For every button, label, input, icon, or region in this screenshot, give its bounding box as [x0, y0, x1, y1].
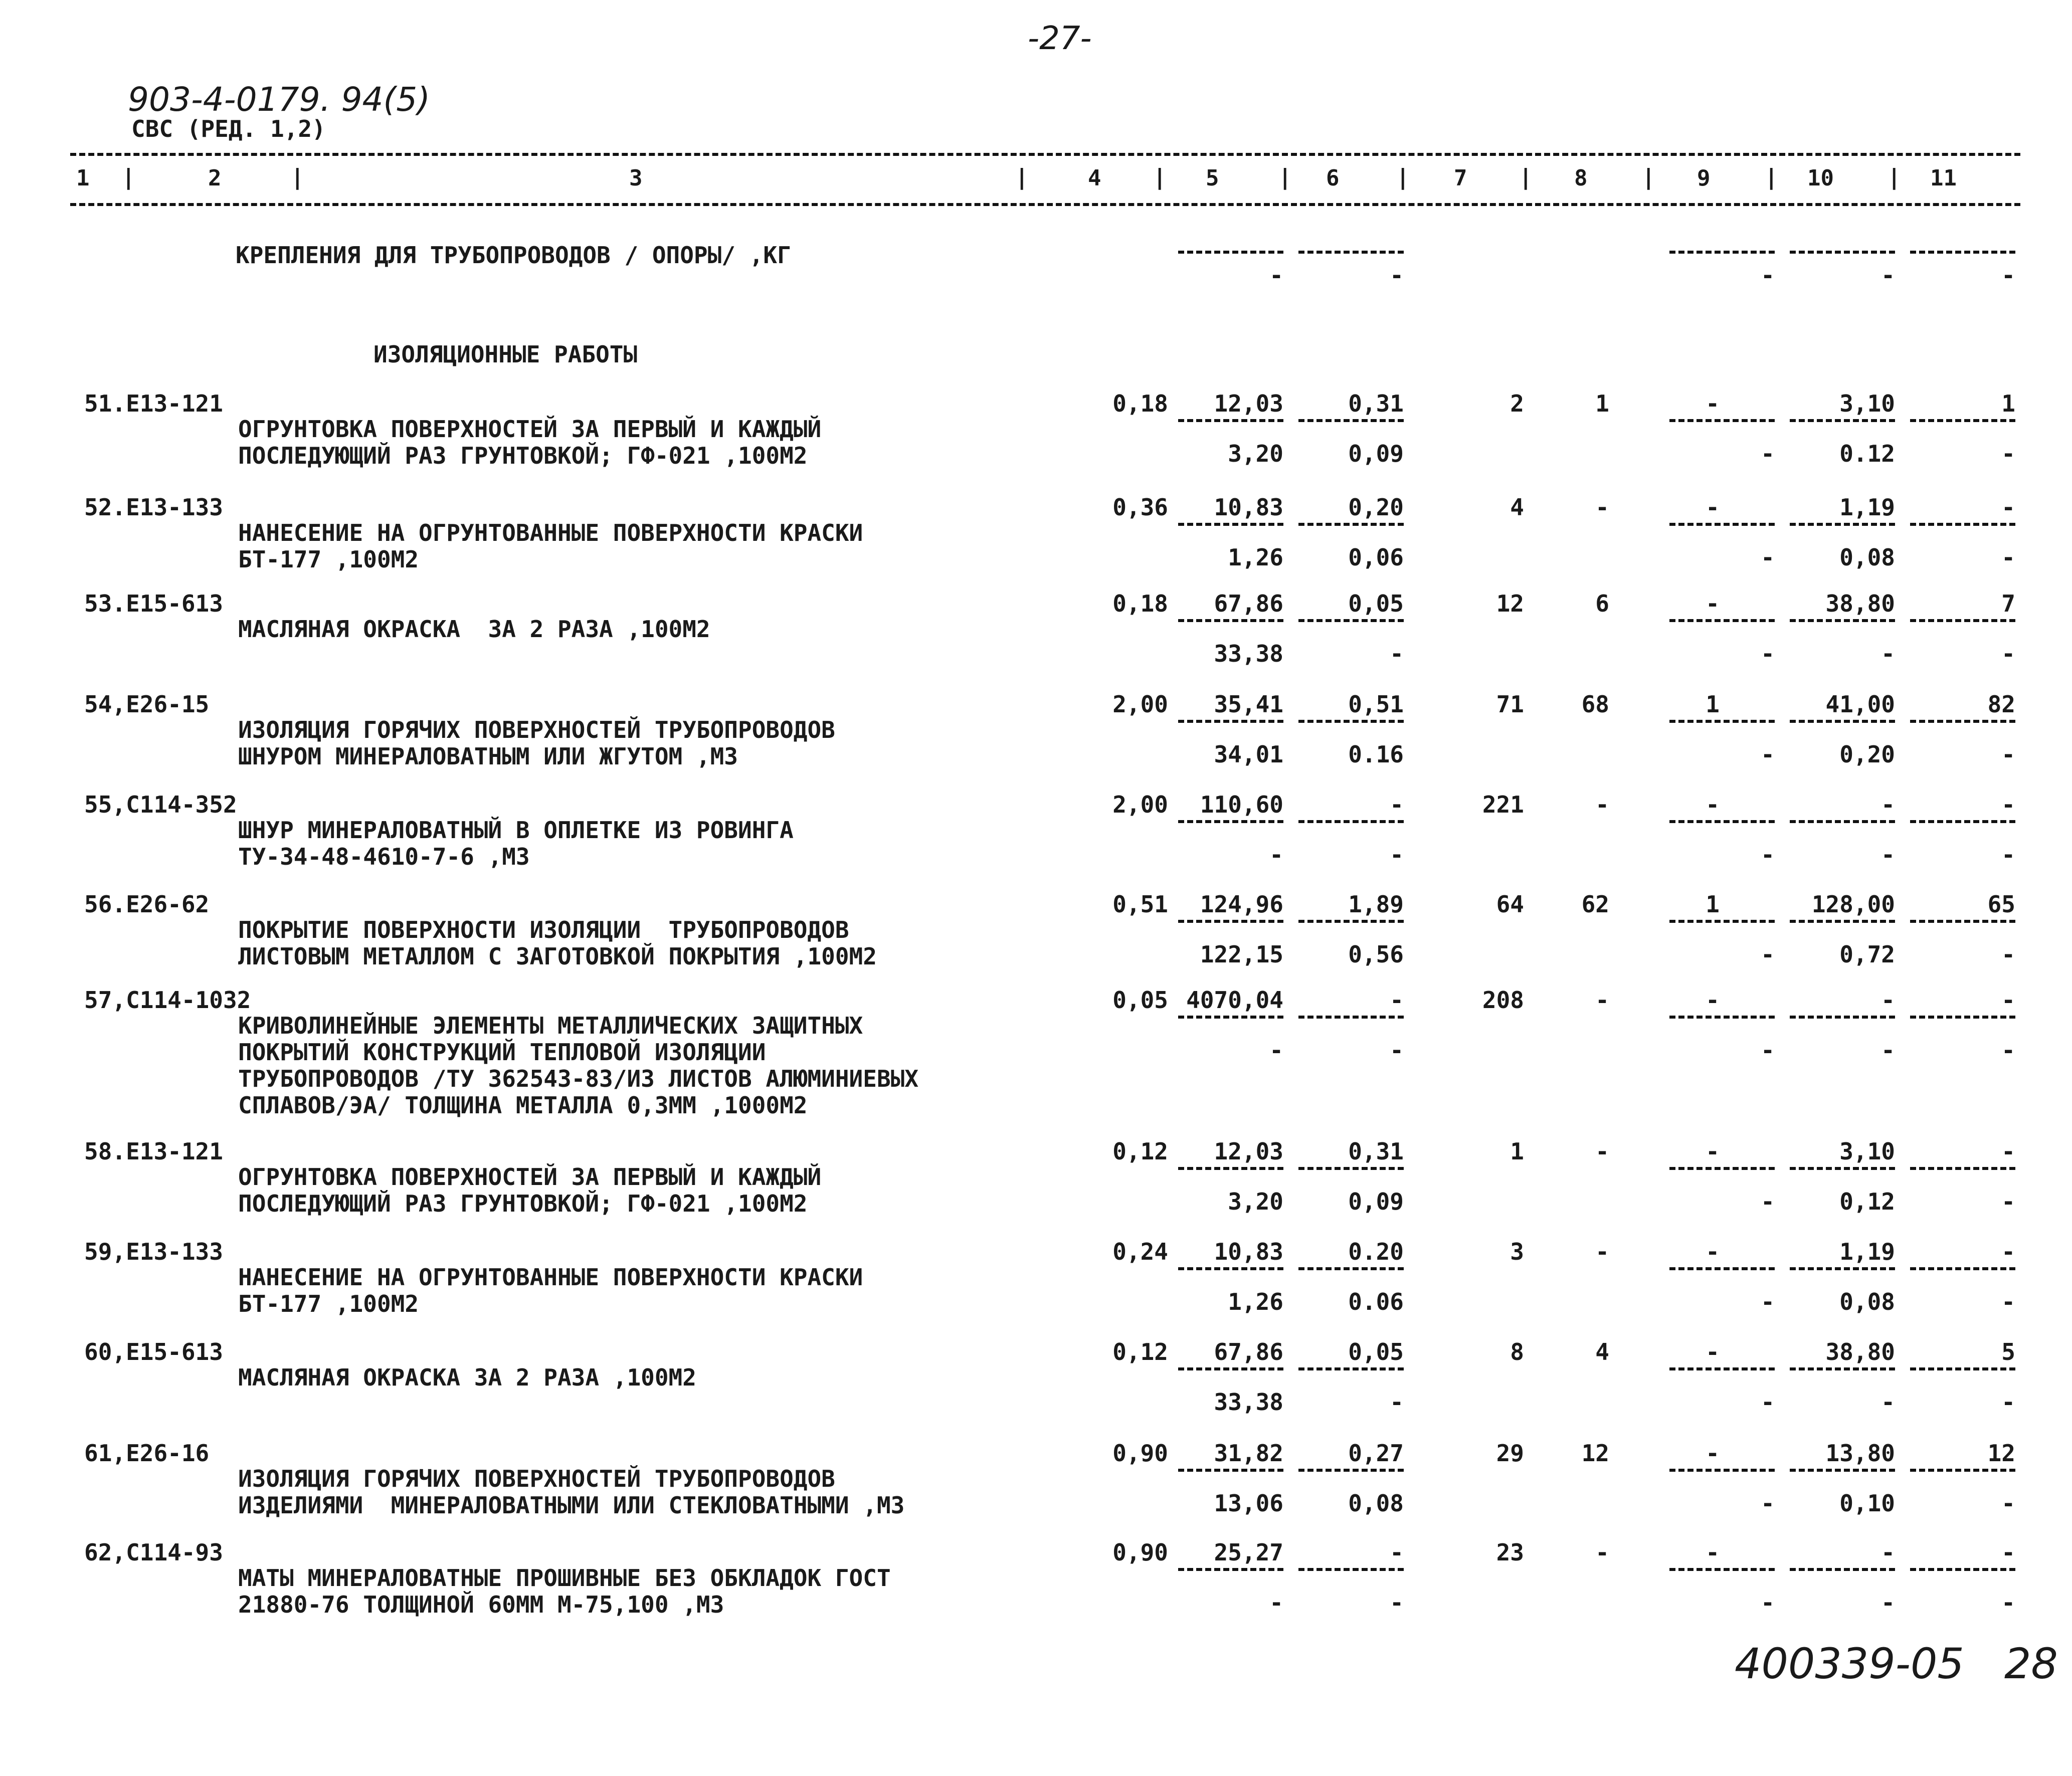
cell-col6-top: -: [1390, 791, 1404, 818]
cell-col8: 62: [1581, 891, 1609, 918]
cell-col10-top: 128,00: [1811, 891, 1895, 918]
cell-col5-bottom: 33,38: [1214, 1389, 1283, 1416]
item-description-line: КРИВОЛИНЕЙНЫЕ ЭЛЕМЕНТЫ МЕТАЛЛИЧЕСКИХ ЗАЩИТНЫХ: [238, 1012, 863, 1039]
item-description-line: НАНЕСЕНИЕ НА ОГРУНТОВАННЫЕ ПОВЕРХНОСТИ КРАСКИ: [238, 1264, 863, 1291]
item-code: 62,С114-93: [84, 1539, 223, 1566]
cell-divider-c9: [1669, 1267, 1775, 1270]
cell-col11-top: -: [2001, 986, 2015, 1014]
column-header-10: 10: [1807, 165, 1834, 191]
item-code: 53.Е15-613: [84, 590, 223, 617]
cell-col6-bottom: -: [1390, 1389, 1404, 1416]
cell-col6-top: 0,05: [1348, 1338, 1404, 1365]
column-separator: |: [1888, 164, 1901, 190]
cell-col4: 0,05: [1112, 986, 1168, 1014]
cell-divider-c9: [1669, 1016, 1775, 1019]
column-separator: |: [1278, 164, 1292, 190]
cell-divider-c6: [1298, 419, 1404, 422]
cell-col8: 4: [1595, 1338, 1609, 1365]
cell-divider-c6: [1298, 1568, 1404, 1571]
cell-divider-c10: [1790, 920, 1895, 923]
cell-col5-bottom: -: [1269, 1589, 1283, 1616]
cell-col4: 0,18: [1112, 590, 1168, 617]
cell-col10-top: 13,80: [1825, 1440, 1895, 1467]
cell-col10-bottom: 0.12: [1839, 440, 1895, 467]
cell-col5-bottom: 33,38: [1214, 640, 1283, 667]
item-description-line: ОГРУНТОВКА ПОВЕРХНОСТЕЙ ЗА ПЕРВЫЙ И КАЖДЫЙ: [238, 416, 822, 443]
cell-divider-c10: [1790, 1469, 1895, 1472]
cell-col5-top: 10,83: [1214, 494, 1283, 521]
cell-divider-c10: [1790, 720, 1895, 723]
cell-col9-bottom: -: [1761, 1037, 1775, 1064]
cell-divider-c9: [1669, 720, 1775, 723]
column-header-4: 4: [1088, 165, 1101, 191]
cell-col11-bottom: -: [2001, 1490, 2015, 1517]
cell-divider-c6: [1298, 920, 1404, 923]
cell-divider-c5: [1178, 820, 1283, 823]
cell-col11-bottom: -: [2001, 841, 2015, 868]
cell-divider-c6: [1298, 820, 1404, 823]
cell-divider-c9: [1669, 1469, 1775, 1472]
cell-divider-c11: [1910, 419, 2015, 422]
cell-col7: 71: [1496, 691, 1524, 718]
cell-divider-c9: [1669, 1167, 1775, 1170]
cell-col9-bottom: -: [1761, 1188, 1775, 1215]
cell-col7: 2: [1510, 390, 1524, 417]
item-code: 54,Е26-15: [84, 691, 210, 718]
document-id: 903-4-0179. 94(5): [128, 80, 430, 119]
cell-col4: 0,90: [1112, 1539, 1168, 1566]
cell-col5-top: 110,60: [1200, 791, 1283, 818]
cell-col11-top: 1: [2001, 390, 2015, 417]
column-separator: |: [1153, 164, 1167, 190]
cell-col9-bottom: -: [1761, 640, 1775, 667]
cell-col9-top: -: [1706, 986, 1720, 1014]
cell-col11-bottom: -: [2001, 941, 2015, 968]
cell-col11-top: 82: [1987, 691, 2015, 718]
cell-col6-bottom: -: [1390, 841, 1404, 868]
pre-section-dash-11: [1910, 251, 2015, 254]
item-code: 57,С114-1032: [84, 986, 251, 1014]
cell-col4: 0,24: [1112, 1238, 1168, 1265]
cell-divider-c9: [1669, 820, 1775, 823]
cell-col10-bottom: 0,20: [1839, 741, 1895, 768]
cell-divider-c10: [1790, 1367, 1895, 1370]
cell-col6-bottom: 0,09: [1348, 1188, 1404, 1215]
column-separator: |: [122, 164, 135, 190]
cell-col7: 8: [1510, 1338, 1524, 1365]
cell-col4: 0,36: [1112, 494, 1168, 521]
cell-col5-top: 31,82: [1214, 1440, 1283, 1467]
pre-section-val-11: -: [2001, 262, 2015, 289]
column-separator: |: [1519, 164, 1533, 190]
pre-section-dash-5: [1178, 251, 1283, 254]
item-description-line: МАСЛЯНАЯ ОКРАСКА ЗА 2 РАЗА ,100М2: [238, 616, 710, 643]
cell-col5-top: 25,27: [1214, 1539, 1283, 1566]
cell-divider-c5: [1178, 1568, 1283, 1571]
item-description-line: ИЗОЛЯЦИЯ ГОРЯЧИХ ПОВЕРХНОСТЕЙ ТРУБОПРОВОДОВ: [238, 716, 835, 743]
cell-col10-top: 1,19: [1839, 494, 1895, 521]
cell-col9-top: -: [1706, 1238, 1720, 1265]
column-header-9: 9: [1697, 165, 1711, 191]
cell-col11-bottom: -: [2001, 640, 2015, 667]
cell-col8: -: [1595, 986, 1609, 1014]
column-header-8: 8: [1574, 165, 1588, 191]
pre-section-dash-6: [1298, 251, 1404, 254]
pre-section-dash-10: [1790, 251, 1895, 254]
cell-col10-bottom: 0,08: [1839, 1288, 1895, 1315]
cell-col4: 0,90: [1112, 1440, 1168, 1467]
cell-col8: 1: [1595, 390, 1609, 417]
item-description-line: ПОСЛЕДУЮЩИЙ РАЗ ГРУНТОВКОЙ; ГФ-021 ,100М2: [238, 442, 808, 469]
cell-divider-c5: [1178, 1167, 1283, 1170]
cell-col11-bottom: -: [2001, 1389, 2015, 1416]
cell-col11-bottom: -: [2001, 1288, 2015, 1315]
cell-col10-top: 3,10: [1839, 1138, 1895, 1165]
cell-divider-c5: [1178, 619, 1283, 622]
item-code: 56.Е26-62: [84, 891, 210, 918]
column-header-7: 7: [1454, 165, 1467, 191]
cell-col8: -: [1595, 791, 1609, 818]
cell-col8: -: [1595, 494, 1609, 521]
cell-col7: 3: [1510, 1238, 1524, 1265]
column-header-2: 2: [208, 165, 222, 191]
cell-col11-top: 65: [1987, 891, 2015, 918]
cell-divider-c10: [1790, 419, 1895, 422]
cell-divider-c5: [1178, 1267, 1283, 1270]
cell-col6-bottom: 0,56: [1348, 941, 1404, 968]
cell-col10-top: 38,80: [1825, 590, 1895, 617]
item-description-line: МАСЛЯНАЯ ОКРАСКА ЗА 2 РАЗА ,100М2: [238, 1364, 696, 1391]
cell-col10-top: -: [1881, 1539, 1895, 1566]
cell-divider-c6: [1298, 1016, 1404, 1019]
cell-col9-top: -: [1706, 1138, 1720, 1165]
item-code: 55,С114-352: [84, 791, 237, 818]
cell-col5-top: 4070,04: [1186, 986, 1283, 1014]
cell-divider-c9: [1669, 920, 1775, 923]
cell-col8: 68: [1581, 691, 1609, 718]
column-header-1: 1: [76, 165, 90, 191]
cell-col5-top: 12,03: [1214, 1138, 1283, 1165]
cell-col6-bottom: -: [1390, 640, 1404, 667]
item-description-line: ИЗОЛЯЦИЯ ГОРЯЧИХ ПОВЕРХНОСТЕЙ ТРУБОПРОВОДОВ: [238, 1465, 835, 1492]
cell-col8: 12: [1581, 1440, 1609, 1467]
cell-col11-top: -: [2001, 791, 2015, 818]
column-separator: |: [1015, 164, 1029, 190]
item-code: 51.Е13-121: [84, 390, 223, 417]
cell-col7: 1: [1510, 1138, 1524, 1165]
table-header-rule: [70, 203, 2020, 206]
pre-section-text: КРЕПЛЕНИЯ ДЛЯ ТРУБОПРОВОДОВ / ОПОРЫ/ ,КГ: [236, 242, 791, 269]
cell-col6-bottom: -: [1390, 1037, 1404, 1064]
cell-col9-top: -: [1706, 791, 1720, 818]
column-header-5: 5: [1206, 165, 1219, 191]
cell-col10-top: 1,19: [1839, 1238, 1895, 1265]
cell-divider-c10: [1790, 820, 1895, 823]
cell-col10-top: 3,10: [1839, 390, 1895, 417]
cell-col5-top: 35,41: [1214, 691, 1283, 718]
cell-col11-bottom: -: [2001, 440, 2015, 467]
cell-divider-c11: [1910, 1568, 2015, 1571]
cell-col11-bottom: -: [2001, 1037, 2015, 1064]
cell-divider-c10: [1790, 1568, 1895, 1571]
cell-col11-top: -: [2001, 1238, 2015, 1265]
cell-col9-bottom: -: [1761, 544, 1775, 571]
item-description-line: БТ-177 ,100М2: [238, 546, 419, 573]
cell-col9-bottom: -: [1761, 841, 1775, 868]
item-code: 61,Е26-16: [84, 1440, 210, 1467]
cell-col7: 29: [1496, 1440, 1524, 1467]
section-title: ИЗОЛЯЦИОННЫЕ РАБОТЫ: [373, 341, 638, 368]
cell-divider-c11: [1910, 1469, 2015, 1472]
cell-col6-bottom: 0,09: [1348, 440, 1404, 467]
item-description-line: ТРУБОПРОВОДОВ /ТУ 362543-83/ИЗ ЛИСТОВ АЛЮМИНИЕВЫХ: [238, 1065, 919, 1092]
cell-col7: 4: [1510, 494, 1524, 521]
cell-col10-bottom: -: [1881, 1589, 1895, 1616]
cell-col11-bottom: -: [2001, 741, 2015, 768]
cell-col11-bottom: -: [2001, 1188, 2015, 1215]
item-code: 59,Е13-133: [84, 1238, 223, 1265]
pre-section-dash-9: [1669, 251, 1775, 254]
cell-col4: 0,51: [1112, 891, 1168, 918]
item-description-line: ПОКРЫТИЙ КОНСТРУКЦИЙ ТЕПЛОВОЙ ИЗОЛЯЦИИ: [238, 1039, 766, 1066]
cell-divider-c6: [1298, 619, 1404, 622]
cell-divider-c9: [1669, 1367, 1775, 1370]
cell-col9-top: -: [1706, 590, 1720, 617]
item-description-line: ПОКРЫТИЕ ПОВЕРХНОСТИ ИЗОЛЯЦИИ ТРУБОПРОВОДОВ: [238, 916, 849, 943]
cell-col6-bottom: -: [1390, 1589, 1404, 1616]
cell-col10-top: -: [1881, 791, 1895, 818]
cell-divider-c5: [1178, 920, 1283, 923]
cell-col10-top: 41,00: [1825, 691, 1895, 718]
cell-col11-top: 5: [2001, 1338, 2015, 1365]
cell-col5-top: 67,86: [1214, 590, 1283, 617]
cell-col10-top: -: [1881, 986, 1895, 1014]
cell-col7: 12: [1496, 590, 1524, 617]
cell-col4: 2,00: [1112, 791, 1168, 818]
pre-section-val-5: -: [1269, 262, 1283, 289]
cell-col11-top: -: [2001, 494, 2015, 521]
cell-col10-bottom: -: [1881, 841, 1895, 868]
cell-col9-top: -: [1706, 1338, 1720, 1365]
item-description-line: НАНЕСЕНИЕ НА ОГРУНТОВАННЫЕ ПОВЕРХНОСТИ КРАСКИ: [238, 519, 863, 546]
cell-col4: 0,12: [1112, 1138, 1168, 1165]
cell-col6-top: 0.20: [1348, 1238, 1404, 1265]
cell-col9-top: 1: [1706, 891, 1720, 918]
cell-divider-c5: [1178, 720, 1283, 723]
cell-col9-top: -: [1706, 1539, 1720, 1566]
item-code: 58.Е13-121: [84, 1138, 223, 1165]
cell-col9-bottom: -: [1761, 741, 1775, 768]
cell-divider-c6: [1298, 1167, 1404, 1170]
cell-divider-c11: [1910, 523, 2015, 526]
cell-col5-top: 124,96: [1200, 891, 1283, 918]
column-header-11: 11: [1930, 165, 1957, 191]
item-description-line: БТ-177 ,100М2: [238, 1290, 419, 1317]
cell-divider-c9: [1669, 419, 1775, 422]
cell-col9-bottom: -: [1761, 1288, 1775, 1315]
cell-col11-bottom: -: [2001, 1589, 2015, 1616]
cell-divider-c5: [1178, 419, 1283, 422]
cell-col9-bottom: -: [1761, 941, 1775, 968]
cell-col5-bottom: 13,06: [1214, 1490, 1283, 1517]
cell-divider-c11: [1910, 820, 2015, 823]
cell-col6-top: -: [1390, 1539, 1404, 1566]
cell-col5-bottom: 3,20: [1228, 440, 1283, 467]
pre-section-val-9: -: [1761, 262, 1775, 289]
cell-col8: -: [1595, 1138, 1609, 1165]
cell-divider-c6: [1298, 1469, 1404, 1472]
cell-col5-bottom: 122,15: [1200, 941, 1283, 968]
cell-col11-top: -: [2001, 1539, 2015, 1566]
cell-col9-top: -: [1706, 390, 1720, 417]
cell-divider-c10: [1790, 619, 1895, 622]
cell-col6-top: 0,20: [1348, 494, 1404, 521]
cell-divider-c10: [1790, 523, 1895, 526]
cell-col9-bottom: -: [1761, 440, 1775, 467]
item-code: 60,Е15-613: [84, 1338, 223, 1365]
cell-col4: 2,00: [1112, 691, 1168, 718]
item-description-line: ПОСЛЕДУЮЩИЙ РАЗ ГРУНТОВКОЙ; ГФ-021 ,100М2: [238, 1190, 808, 1217]
cell-divider-c6: [1298, 1367, 1404, 1370]
cell-col5-bottom: 3,20: [1228, 1188, 1283, 1215]
cell-col6-top: -: [1390, 986, 1404, 1014]
cell-col6-top: 1,89: [1348, 891, 1404, 918]
cell-col9-top: -: [1706, 494, 1720, 521]
cell-col5-bottom: -: [1269, 1037, 1283, 1064]
footer-stamp: 400339-05 28: [1735, 1639, 2058, 1688]
cell-divider-c10: [1790, 1267, 1895, 1270]
column-separator: |: [1396, 164, 1410, 190]
item-description-line: ШНУРОМ МИНЕРАЛОВАТНЫМ ИЛИ ЖГУТОМ ,М3: [238, 743, 738, 770]
item-code: 52.Е13-133: [84, 494, 223, 521]
cell-divider-c5: [1178, 523, 1283, 526]
cell-col6-top: 0,27: [1348, 1440, 1404, 1467]
cell-col8: -: [1595, 1539, 1609, 1566]
cell-col7: 64: [1496, 891, 1524, 918]
cell-col7: 221: [1482, 791, 1524, 818]
cell-col11-bottom: -: [2001, 544, 2015, 571]
cell-col10-top: 38,80: [1825, 1338, 1895, 1365]
cell-divider-c9: [1669, 619, 1775, 622]
cell-col5-top: 67,86: [1214, 1338, 1283, 1365]
item-description-line: СПЛАВОВ/ЭА/ ТОЛЩИНА МЕТАЛЛА 0,3ММ ,1000М2: [238, 1092, 808, 1119]
item-description-line: ТУ-34-48-4610-7-6 ,М3: [238, 843, 530, 870]
cell-divider-c5: [1178, 1367, 1283, 1370]
cell-col6-bottom: 0.16: [1348, 741, 1404, 768]
item-description-line: ОГРУНТОВКА ПОВЕРХНОСТЕЙ ЗА ПЕРВЫЙ И КАЖДЫЙ: [238, 1163, 822, 1191]
cell-divider-c6: [1298, 523, 1404, 526]
cell-col6-bottom: 0.06: [1348, 1288, 1404, 1315]
cell-divider-c11: [1910, 1016, 2015, 1019]
cell-col9-bottom: -: [1761, 1589, 1775, 1616]
page-number: -27-: [1028, 20, 1092, 57]
cell-col10-bottom: 0,08: [1839, 544, 1895, 571]
column-separator: |: [1642, 164, 1655, 190]
cell-divider-c6: [1298, 1267, 1404, 1270]
cell-divider-c11: [1910, 1167, 2015, 1170]
table-top-rule: [70, 153, 2020, 156]
edition-label: СВС (РЕД. 1,2): [131, 115, 326, 142]
cell-divider-c6: [1298, 720, 1404, 723]
cell-divider-c11: [1910, 1267, 2015, 1270]
cell-col9-top: -: [1706, 1440, 1720, 1467]
cell-col6-top: 0,51: [1348, 691, 1404, 718]
column-header-3: 3: [629, 165, 643, 191]
cell-divider-c10: [1790, 1167, 1895, 1170]
cell-col7: 23: [1496, 1539, 1524, 1566]
cell-col4: 0,18: [1112, 390, 1168, 417]
cell-col10-bottom: 0,72: [1839, 941, 1895, 968]
cell-divider-c5: [1178, 1016, 1283, 1019]
cell-col5-bottom: 34,01: [1214, 741, 1283, 768]
cell-col5-top: 10,83: [1214, 1238, 1283, 1265]
cell-col4: 0,12: [1112, 1338, 1168, 1365]
cell-col6-top: 0,31: [1348, 390, 1404, 417]
cell-col5-top: 12,03: [1214, 390, 1283, 417]
cell-col9-bottom: -: [1761, 1389, 1775, 1416]
cell-col10-bottom: 0,12: [1839, 1188, 1895, 1215]
cell-col8: -: [1595, 1238, 1609, 1265]
cell-col6-top: 0,31: [1348, 1138, 1404, 1165]
cell-divider-c9: [1669, 1568, 1775, 1571]
cell-col6-bottom: 0,06: [1348, 544, 1404, 571]
cell-col7: 208: [1482, 986, 1524, 1014]
cell-col8: 6: [1595, 590, 1609, 617]
cell-col9-bottom: -: [1761, 1490, 1775, 1517]
item-description-line: 21880-76 ТОЛЩИНОЙ 60ММ М-75,100 ,М3: [238, 1591, 724, 1618]
item-description-line: ИЗДЕЛИЯМИ МИНЕРАЛОВАТНЫМИ ИЛИ СТЕКЛОВАТНЫМИ ,М3: [238, 1492, 905, 1519]
pre-section-val-10: -: [1881, 262, 1895, 289]
column-separator: |: [1765, 164, 1778, 190]
cell-col5-bottom: -: [1269, 841, 1283, 868]
cell-col6-top: 0,05: [1348, 590, 1404, 617]
cell-col11-top: 7: [2001, 590, 2015, 617]
cell-col9-top: 1: [1706, 691, 1720, 718]
cell-col11-top: -: [2001, 1138, 2015, 1165]
cell-divider-c11: [1910, 1367, 2015, 1370]
column-separator: |: [291, 164, 304, 190]
cell-divider-c10: [1790, 1016, 1895, 1019]
cell-divider-c11: [1910, 619, 2015, 622]
pre-section-val-6: -: [1390, 262, 1404, 289]
cell-col10-bottom: -: [1881, 640, 1895, 667]
item-description-line: ШНУР МИНЕРАЛОВАТНЫЙ В ОПЛЕТКЕ ИЗ РОВИНГА: [238, 817, 794, 844]
cell-col10-bottom: 0,10: [1839, 1490, 1895, 1517]
cell-divider-c5: [1178, 1469, 1283, 1472]
item-description-line: ЛИСТОВЫМ МЕТАЛЛОМ С ЗАГОТОВКОЙ ПОКРЫТИЯ ,100М2: [238, 943, 877, 970]
cell-divider-c11: [1910, 720, 2015, 723]
cell-col5-bottom: 1,26: [1228, 1288, 1283, 1315]
cell-col5-bottom: 1,26: [1228, 544, 1283, 571]
cell-col6-bottom: 0,08: [1348, 1490, 1404, 1517]
cell-col10-bottom: -: [1881, 1037, 1895, 1064]
column-header-6: 6: [1326, 165, 1340, 191]
cell-divider-c9: [1669, 523, 1775, 526]
cell-col11-top: 12: [1987, 1440, 2015, 1467]
cell-col10-bottom: -: [1881, 1389, 1895, 1416]
cell-divider-c11: [1910, 920, 2015, 923]
item-description-line: МАТЫ МИНЕРАЛОВАТНЫЕ ПРОШИВНЫЕ БЕЗ ОБКЛАДОК ГОСТ: [238, 1564, 891, 1592]
